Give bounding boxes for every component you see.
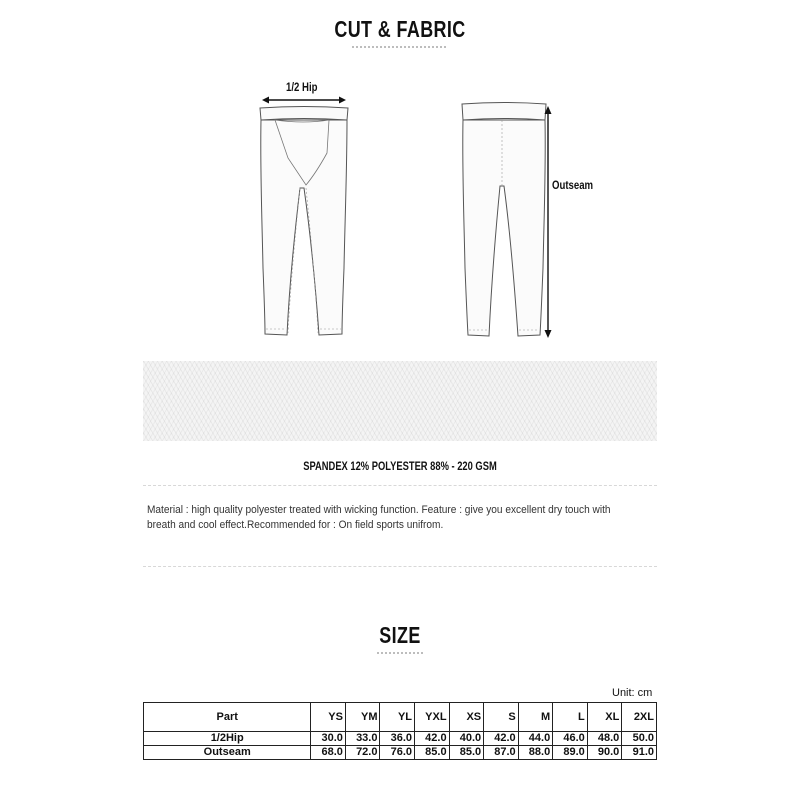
table-cell: 48.0 xyxy=(587,732,622,746)
table-cell: 33.0 xyxy=(345,732,380,746)
table-row xyxy=(144,732,657,746)
table-cell: 85.0 xyxy=(415,746,450,760)
table-cell: 42.0 xyxy=(484,732,519,746)
table-header: M xyxy=(518,703,553,732)
table-cell: 44.0 xyxy=(518,732,553,746)
table-header: XS xyxy=(449,703,484,732)
size-heading: SIZE xyxy=(379,622,421,648)
table-cell-part: 1/2Hip xyxy=(144,732,311,746)
table-header: L xyxy=(553,703,588,732)
table-row xyxy=(144,746,657,760)
heading-underline xyxy=(377,652,423,654)
table-cell: 68.0 xyxy=(311,746,346,760)
outseam-label: Outseam xyxy=(552,178,594,192)
fabric-swatch xyxy=(143,361,657,441)
table-cell: 30.0 xyxy=(311,732,346,746)
table-cell: 85.0 xyxy=(449,746,484,760)
table-cell: 90.0 xyxy=(587,746,622,760)
unit-label: Unit: cm xyxy=(612,687,653,699)
cut-fabric-heading: CUT & FABRIC xyxy=(334,16,466,42)
table-cell: 89.0 xyxy=(553,746,588,760)
table-cell: 76.0 xyxy=(380,746,415,760)
table-header: YS xyxy=(311,703,346,732)
back-pants-drawing xyxy=(452,98,562,343)
table-cell: 42.0 xyxy=(415,732,450,746)
table-header: S xyxy=(484,703,519,732)
size-table xyxy=(143,702,657,760)
table-cell: 87.0 xyxy=(484,746,519,760)
divider xyxy=(143,485,657,486)
table-cell: 40.0 xyxy=(449,732,484,746)
table-cell: 50.0 xyxy=(622,732,657,746)
heading-underline xyxy=(352,46,446,48)
table-cell: 91.0 xyxy=(622,746,657,760)
table-header: YL xyxy=(380,703,415,732)
material-description: Material : high quality polyester treated with wicking function. Feature : give you excellent dry touch with breath and cool effect.Recommended for : On field sports unifrom. xyxy=(147,504,611,531)
hip-label: 1/2 Hip xyxy=(286,80,318,94)
hip-arrow xyxy=(262,97,346,104)
table-header-row xyxy=(144,703,657,732)
table-header: YM xyxy=(345,703,380,732)
table-cell-part: Outseam xyxy=(144,746,311,760)
table-cell: 88.0 xyxy=(518,746,553,760)
table-cell: 36.0 xyxy=(380,732,415,746)
divider xyxy=(143,566,657,567)
table-header: XL xyxy=(587,703,622,732)
table-cell: 72.0 xyxy=(345,746,380,760)
fabric-spec: SPANDEX 12% POLYESTER 88% - 220 GSM xyxy=(303,459,497,473)
front-pants-drawing xyxy=(250,78,360,343)
table-header: 2XL xyxy=(622,703,657,732)
table-cell: 46.0 xyxy=(553,732,588,746)
table-header: Part xyxy=(144,703,311,732)
table-header: YXL xyxy=(415,703,450,732)
